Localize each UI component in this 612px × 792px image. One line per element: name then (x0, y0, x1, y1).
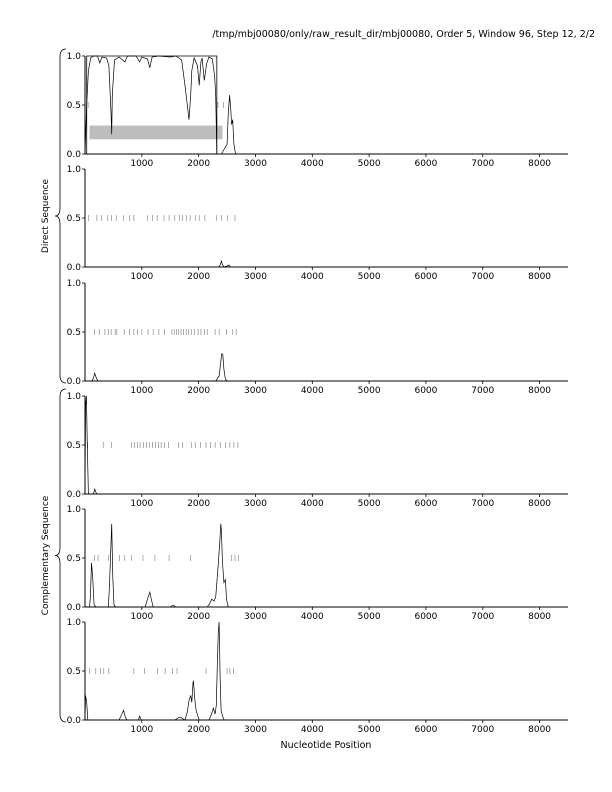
panel-4-xtick-label-2000: 2000 (187, 499, 211, 509)
series-panel5 (85, 524, 568, 607)
panel-5-xtick-label-2000: 2000 (187, 612, 211, 622)
panel-5-xtick-label-8000: 8000 (528, 612, 552, 622)
figure-header: /tmp/mbj00080/only/raw_result_dir/mbj00080, Order 5, Window 96, Step 12, 2/2 (212, 29, 595, 40)
panel-2-xtick-label-6000: 6000 (414, 272, 438, 282)
panel-6 (67, 618, 568, 735)
group-label-1: Direct Sequence (41, 178, 51, 254)
panel-3 (67, 279, 568, 396)
panel-2-xtick-label-1000: 1000 (130, 272, 154, 282)
panel-1-xtick-label-8000: 8000 (528, 159, 552, 169)
panel-1-xtick-label-7000: 7000 (471, 159, 495, 169)
panel-4-xtick-label-8000: 8000 (528, 499, 552, 509)
panel-4-xtick-label-6000: 6000 (414, 499, 438, 509)
panel-6-xtick-label-7000: 7000 (471, 725, 495, 735)
series-panel3 (85, 354, 568, 381)
series-panel4 (85, 396, 568, 494)
panel-3-ytick-label-0.0: 0.0 (66, 377, 81, 387)
panel-1-ytick-label-0.5: 0.5 (66, 101, 81, 111)
panel-6-xtick-label-3000: 3000 (244, 725, 267, 735)
panel-3-xtick-label-6000: 6000 (414, 386, 438, 396)
panel-6-ytick-label-0.0: 0.0 (66, 716, 81, 726)
panel-6-xtick-label-6000: 6000 (414, 725, 438, 735)
panel-1-xtick-label-2000: 2000 (187, 159, 211, 169)
panel-2-ytick-label-1.0: 1.0 (66, 165, 81, 175)
panel-4-xtick-label-5000: 5000 (357, 499, 381, 509)
panel-3-xtick-label-1000: 1000 (130, 386, 154, 396)
panel-1-bar-1 (90, 126, 223, 140)
panel-4-ytick-label-0.0: 0.0 (66, 490, 81, 500)
panel-3-xtick-label-7000: 7000 (471, 386, 495, 396)
panels-group (67, 52, 568, 735)
group-braces (41, 49, 66, 722)
panel-2-xtick-label-3000: 3000 (244, 272, 267, 282)
panel-4-ytick-label-0.5: 0.5 (66, 441, 81, 451)
panel-2-ytick-label-0.0: 0.0 (66, 263, 81, 273)
panel-2-xtick-label-7000: 7000 (471, 272, 495, 282)
panel-5-xtick-label-5000: 5000 (357, 612, 381, 622)
panel-2-xtick-label-8000: 8000 (528, 272, 552, 282)
panel-6-xtick-label-8000: 8000 (528, 725, 552, 735)
panel-2 (67, 165, 568, 282)
group-brace-2 (55, 389, 66, 722)
panel-4-xtick-label-4000: 4000 (300, 499, 324, 509)
panel-6-xtick-label-5000: 5000 (357, 725, 381, 735)
series-panel2 (85, 261, 568, 267)
panel-5-xtick-label-6000: 6000 (414, 612, 438, 622)
panel-3-xtick-label-2000: 2000 (187, 386, 211, 396)
panel-5-xtick-label-3000: 3000 (244, 612, 267, 622)
panel-3-xtick-label-8000: 8000 (528, 386, 552, 396)
panel-4-xtick-label-7000: 7000 (471, 499, 495, 509)
panel-6-ytick-label-0.5: 0.5 (66, 667, 81, 677)
panel-5-xtick-label-1000: 1000 (130, 612, 154, 622)
panel-2-xtick-label-5000: 5000 (357, 272, 381, 282)
panel-1-xtick-label-3000: 3000 (244, 159, 267, 169)
panel-6-xtick-label-4000: 4000 (300, 725, 324, 735)
panel-1-ytick-label-0.0: 0.0 (66, 150, 81, 160)
group-label-2: Complementary Sequence (41, 495, 51, 616)
panel-3-xtick-label-4000: 4000 (300, 386, 324, 396)
panel-5-xtick-label-4000: 4000 (300, 612, 324, 622)
panel-1-xtick-label-5000: 5000 (357, 159, 381, 169)
panel-5-ytick-label-1.0: 1.0 (66, 505, 81, 515)
group-brace-1 (55, 49, 66, 383)
panel-1 (67, 52, 568, 169)
panel-6-ytick-label-1.0: 1.0 (66, 618, 81, 628)
x-axis-label: Nucleotide Position (280, 740, 372, 751)
panel-5-xtick-label-7000: 7000 (471, 612, 495, 622)
panel-4 (67, 392, 568, 509)
panel-3-ytick-label-1.0: 1.0 (66, 279, 81, 289)
panel-1-xtick-label-1000: 1000 (130, 159, 154, 169)
panel-5-ytick-label-0.5: 0.5 (66, 554, 81, 564)
panel-1-ytick-label-1.0: 1.0 (66, 52, 81, 62)
panel-3-xtick-label-5000: 5000 (357, 386, 381, 396)
panel-6-xtick-label-1000: 1000 (130, 725, 154, 735)
panel-5 (67, 505, 568, 622)
panel-3-ytick-label-0.5: 0.5 (66, 328, 81, 338)
panel-2-xtick-label-4000: 4000 (300, 272, 324, 282)
panel-2-xtick-label-2000: 2000 (187, 272, 211, 282)
panel-4-ytick-label-1.0: 1.0 (66, 392, 81, 402)
panel-4-xtick-label-3000: 3000 (244, 499, 267, 509)
panel-4-xtick-label-1000: 1000 (130, 499, 154, 509)
panel-2-ytick-label-0.5: 0.5 (66, 214, 81, 224)
panel-3-xtick-label-3000: 3000 (244, 386, 267, 396)
panel-1-xtick-label-6000: 6000 (414, 159, 438, 169)
panel-6-xtick-label-2000: 2000 (187, 725, 211, 735)
panel-1-xtick-label-4000: 4000 (300, 159, 324, 169)
panel-5-ytick-label-0.0: 0.0 (66, 603, 81, 613)
